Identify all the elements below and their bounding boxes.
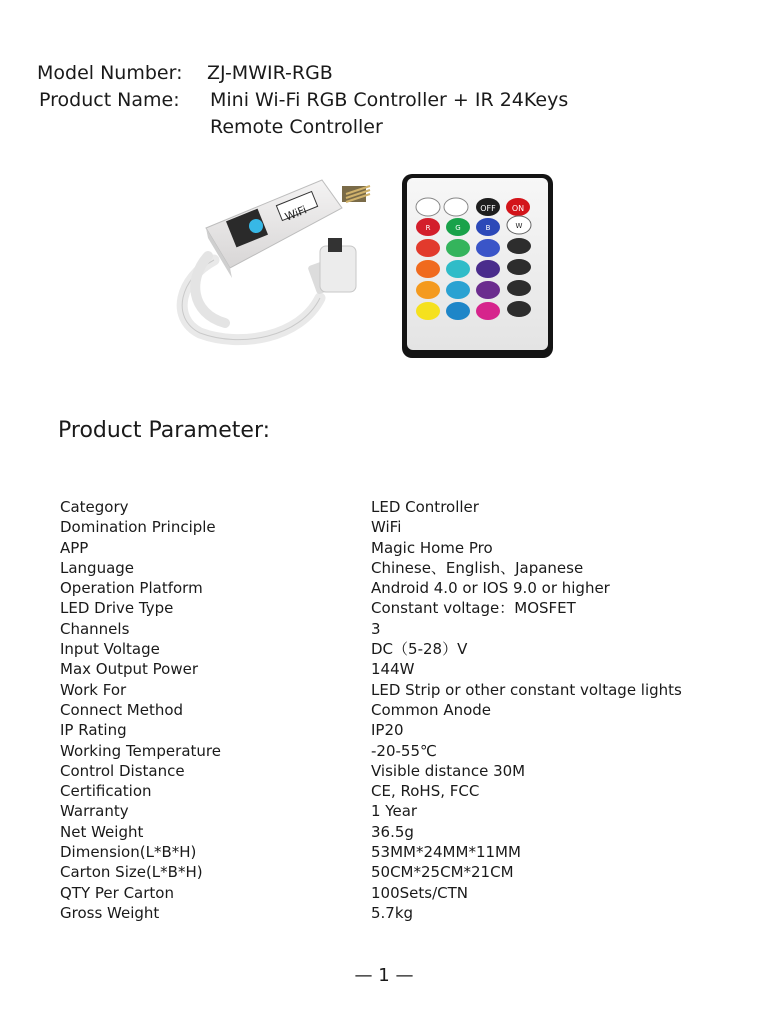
- parameter-value: LED Controller: [371, 498, 479, 516]
- table-row: [60, 639, 740, 659]
- parameter-label: Certification: [60, 782, 152, 801]
- parameter-value: Visible distance 30M: [371, 761, 526, 780]
- parameter-label: Category: [60, 498, 129, 516]
- parameter-value: 1 Year: [371, 802, 418, 821]
- parameter-value: Chinese、English、Japanese: [371, 558, 584, 577]
- parameter-label: Domination Principle: [60, 518, 216, 537]
- parameter-value: IP20: [371, 721, 404, 740]
- parameter-label: Carton Size(L*B*H): [60, 863, 203, 882]
- controller-wifi-label: WiFi: [283, 203, 309, 224]
- parameter-label: Max Output Power: [60, 660, 199, 679]
- parameter-value: 53MM*24MM*11MM: [371, 843, 521, 862]
- table-row: [60, 801, 740, 821]
- section-title-product-parameter: Product Parameter:: [58, 418, 271, 443]
- parameter-value: Magic Home Pro: [371, 538, 493, 557]
- parameter-value: -20-55℃: [371, 741, 437, 760]
- table-row: [60, 781, 740, 801]
- parameter-value: Constant voltage：MOSFET: [371, 599, 576, 618]
- parameter-label: Control Distance: [60, 761, 185, 780]
- table-row: [60, 538, 740, 558]
- table-row: [60, 680, 740, 700]
- page-number: — 1 —: [354, 965, 414, 986]
- parameter-value: 100Sets/CTN: [371, 883, 468, 902]
- parameter-value: 50CM*25CM*21CM: [371, 863, 514, 882]
- remote-w-key: W: [515, 222, 523, 230]
- table-row: [60, 659, 740, 679]
- table-row: [60, 903, 740, 923]
- parameter-label: Warranty: [60, 802, 129, 821]
- table-row: [60, 497, 740, 517]
- table-row: [60, 761, 740, 781]
- parameter-value: Common Anode: [371, 700, 492, 719]
- table-row: [60, 842, 740, 862]
- product-name-value: Mini Wi-Fi RGB Controller + IR 24Keys: [210, 89, 569, 111]
- table-row: [60, 720, 740, 740]
- table-row: [60, 619, 740, 639]
- table-row: [60, 883, 740, 903]
- parameter-label: Connect Method: [60, 700, 184, 719]
- table-row: [60, 822, 740, 842]
- table-row: [60, 578, 740, 598]
- parameter-label: LED Drive Type: [60, 599, 174, 618]
- table-row: [60, 598, 740, 618]
- model-number-value: ZJ-MWIR-RGB: [207, 62, 333, 84]
- table-row: [60, 741, 740, 761]
- parameter-label: Dimension(L*B*H): [60, 843, 197, 862]
- parameter-label: Input Voltage: [60, 640, 160, 659]
- parameter-label: Language: [60, 558, 135, 577]
- parameter-value: 36.5g: [371, 822, 414, 841]
- remote-g-key: G: [455, 224, 461, 232]
- model-number-label: Model Number:: [37, 62, 183, 84]
- parameter-label: Operation Platform: [60, 579, 203, 598]
- ir-remote: [402, 174, 553, 358]
- product-name-label: Product Name:: [39, 89, 180, 111]
- parameter-label: Gross Weight: [60, 903, 160, 922]
- parameter-value: CE, RoHS, FCC: [371, 782, 480, 801]
- parameter-label: Work For: [60, 680, 127, 699]
- remote-b-key: B: [485, 224, 491, 232]
- parameter-value: LED Strip or other constant voltage lights: [371, 680, 682, 699]
- parameter-label: APP: [60, 538, 89, 557]
- remote-r-key: R: [425, 224, 431, 232]
- parameter-value: 5.7kg: [371, 903, 414, 922]
- table-row: [60, 558, 740, 578]
- controller-device: [182, 180, 370, 340]
- parameter-label: IP Rating: [60, 721, 127, 740]
- parameter-label: Channels: [60, 619, 130, 638]
- parameter-value: WiFi: [371, 518, 402, 537]
- parameter-label: QTY Per Carton: [60, 883, 174, 902]
- remote-on-key: ON: [511, 204, 525, 213]
- table-row: [60, 700, 740, 720]
- parameter-label: Working Temperature: [60, 741, 221, 760]
- product-name-value-line2: Remote Controller: [210, 116, 383, 138]
- parameter-label: Net Weight: [60, 822, 144, 841]
- parameter-value: Android 4.0 or IOS 9.0 or higher: [371, 579, 610, 598]
- parameter-table: [60, 497, 740, 923]
- parameter-value: DC（5-28）V: [371, 640, 468, 659]
- remote-off-key: OFF: [480, 204, 496, 213]
- parameter-value: 144W: [371, 660, 415, 679]
- parameter-value: 3: [371, 619, 381, 638]
- product-photo: [170, 168, 570, 368]
- table-row: [60, 517, 740, 537]
- table-row: [60, 862, 740, 882]
